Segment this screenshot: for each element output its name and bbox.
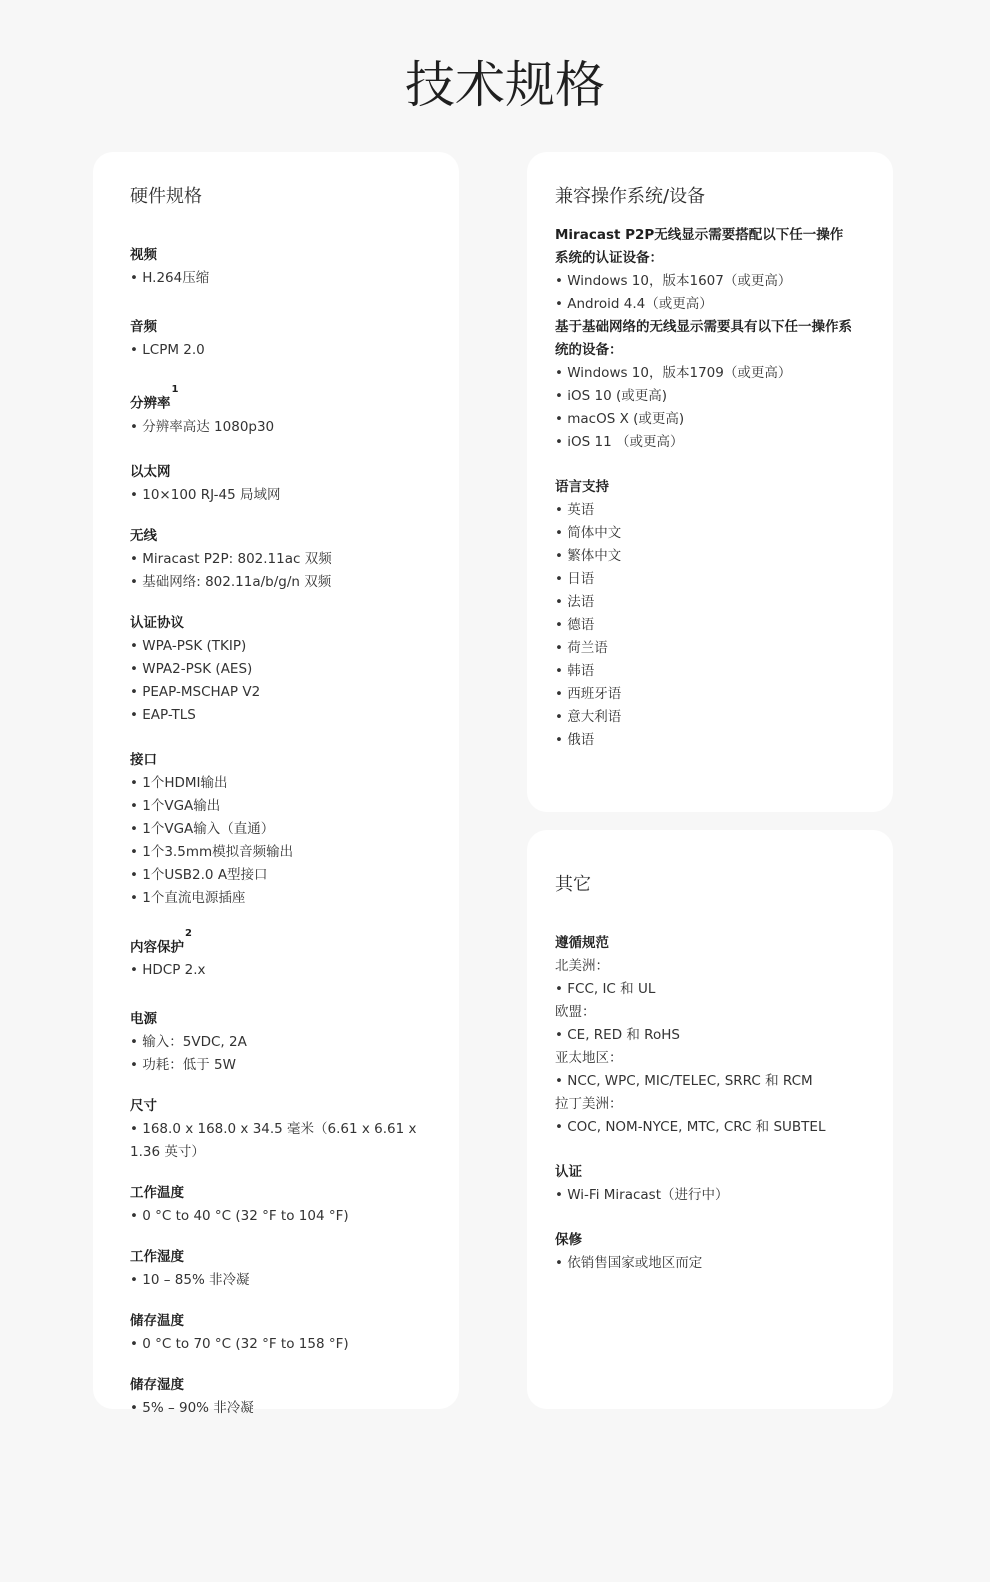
certification-section	[555, 1161, 856, 1207]
hardware-section-heading-text: 内容保护	[130, 939, 184, 955]
miracast-p2p-os-list	[555, 270, 856, 316]
hardware-section	[130, 525, 422, 594]
hardware-section-heading	[130, 1008, 157, 1031]
hardware-spec-line: • PEAP-MSCHAP V2	[130, 683, 261, 700]
hardware-section-heading-text: 电源	[130, 1011, 157, 1027]
hardware-section-heading-text: 接口	[130, 751, 157, 768]
hardware-section-heading-text: 无线	[130, 527, 157, 544]
hardware-section	[130, 1182, 422, 1228]
hardware-spec-line: • 168.0 x 168.0 x 34.5 毫米（6.61 x 6.61 x 1.36 英寸）	[130, 1121, 417, 1160]
hardware-section-heading	[130, 1246, 184, 1269]
hardware-section-heading	[130, 461, 171, 484]
hardware-section-heading	[130, 1182, 184, 1205]
hardware-spec-line: • 0 °C to 40 °C (32 °F to 104 °F)	[130, 1208, 349, 1224]
hardware-section-heading	[130, 1374, 184, 1397]
hardware-section-heading	[130, 749, 157, 772]
miracast-p2p-requirement-heading: Miracast P2P无线显示需要搭配以下任一操作系统的认证设备：	[555, 227, 844, 266]
language-support-heading: 语言支持	[555, 479, 609, 495]
hardware-card-title: 硬件规格	[130, 186, 202, 207]
hardware-spec-line: • 1个VGA输出	[130, 797, 221, 814]
os-version-line: • Windows 10，版本1709（或更高）	[555, 365, 792, 381]
language-item: • 德语	[555, 617, 595, 633]
hardware-spec-line: • 10×100 RJ-45 局域网	[130, 486, 281, 503]
compliance-section	[555, 932, 856, 1139]
infrastructure-requirement-heading: 基于基础网络的无线显示需要具有以下任一操作系统的设备：	[555, 319, 852, 358]
hardware-spec-line: • 5% – 90% 非冷凝	[130, 1400, 254, 1416]
region-name: 拉丁美洲：	[555, 1096, 623, 1112]
region-standards-line: • COC, NOM-NYCE, MTC, CRC 和 SUBTEL	[555, 1119, 826, 1135]
compliance-region-list	[555, 955, 856, 1139]
hardware-spec-line: • WPA-PSK (TKIP)	[130, 637, 247, 654]
hardware-spec-line: • 10 – 85% 非冷凝	[130, 1272, 250, 1288]
hardware-section-heading	[130, 244, 157, 267]
hardware-section-heading	[130, 1310, 184, 1333]
hardware-section-heading-text: 工作温度	[130, 1185, 184, 1201]
region-name: 亚太地区：	[555, 1050, 623, 1066]
hardware-section	[130, 1310, 422, 1356]
footnote-marker: 1	[171, 384, 179, 395]
hardware-spec-line: • LCPM 2.0	[130, 342, 205, 358]
hardware-spec-line: • 1个HDMI输出	[130, 774, 228, 791]
hardware-spec-line: • WPA2-PSK (AES)	[130, 660, 253, 677]
page-title: 技术规格	[405, 56, 605, 114]
footnote-marker: 2	[185, 927, 192, 939]
hardware-section	[130, 461, 422, 507]
language-item: • 法语	[555, 594, 595, 610]
warranty-section	[555, 1229, 856, 1275]
warranty-heading: 保修	[555, 1232, 582, 1248]
hardware-section-heading	[130, 525, 157, 548]
hardware-section	[130, 1008, 422, 1077]
language-item: • 日语	[555, 571, 595, 587]
hardware-section	[130, 927, 422, 983]
os-version-line: • Android 4.4（或更高）	[555, 296, 713, 312]
hardware-spec-line: • H.264压缩	[130, 270, 210, 286]
compliance-heading: 遵循规范	[555, 935, 609, 951]
language-item: • 繁体中文	[555, 548, 622, 564]
hardware-section	[130, 1374, 422, 1420]
hardware-spec-card	[93, 152, 459, 1416]
warranty-line: • 依销售国家或地区而定	[555, 1255, 703, 1271]
hardware-section	[130, 749, 422, 910]
language-item: • 意大利语	[555, 709, 622, 725]
other-spec-card	[527, 830, 893, 1409]
hardware-section-heading-text: 储存温度	[130, 1313, 184, 1329]
hardware-spec-line: • 1个VGA输入（直通）	[130, 820, 275, 837]
hardware-spec-line: • 输入：5VDC, 2A	[130, 1034, 247, 1050]
region-standards-line: • NCC, WPC, MIC/TELEC, SRRC 和 RCM	[555, 1073, 813, 1089]
hardware-section	[130, 244, 422, 290]
hardware-section-heading-text: 尺寸	[130, 1098, 157, 1114]
hardware-section-heading	[130, 1095, 157, 1118]
os-version-line: • Windows 10，版本1607（或更高）	[555, 273, 792, 289]
region-standards-line: • CE, RED 和 RoHS	[555, 1027, 680, 1043]
hardware-section-list	[130, 244, 422, 1420]
hardware-spec-line: • Miracast P2P: 802.11ac 双频	[130, 550, 332, 567]
hardware-section-heading-text: 认证协议	[130, 614, 184, 631]
compatible-os-card	[527, 152, 893, 812]
hardware-section	[130, 384, 422, 439]
hardware-spec-line: • 1个直流电源插座	[130, 889, 246, 906]
os-card-title: 兼容操作系统/设备	[555, 186, 706, 207]
language-item: • 韩语	[555, 663, 595, 679]
language-item: • 简体中文	[555, 525, 622, 541]
infrastructure-os-list	[555, 362, 856, 454]
hardware-section-heading	[130, 927, 192, 960]
language-item: • 俄语	[555, 732, 595, 748]
hardware-section-heading	[130, 384, 179, 416]
hardware-section-heading-text: 视频	[130, 247, 157, 263]
hardware-section	[130, 316, 422, 362]
hardware-spec-line: • 功耗：低于 5W	[130, 1057, 236, 1073]
language-item: • 西班牙语	[555, 686, 622, 702]
hardware-section-heading-text: 工作湿度	[130, 1249, 184, 1265]
hardware-spec-line: • 基础网络: 802.11a/b/g/n 双频	[130, 573, 332, 590]
hardware-spec-line: • EAP-TLS	[130, 706, 196, 723]
language-item: • 英语	[555, 502, 595, 518]
hardware-section-heading	[130, 316, 157, 339]
certification-heading: 认证	[555, 1164, 582, 1180]
os-version-line: • iOS 11 （或更高）	[555, 434, 684, 450]
hardware-section	[130, 1095, 422, 1164]
hardware-section-heading-text: 音频	[130, 319, 157, 335]
os-version-line: • macOS X (或更高)	[555, 411, 685, 427]
region-standards-line: • FCC, IC 和 UL	[555, 981, 656, 997]
os-version-line: • iOS 10 (或更高)	[555, 388, 667, 404]
certification-line: • Wi-Fi Miracast（进行中）	[555, 1187, 729, 1203]
hardware-spec-line: • HDCP 2.x	[130, 962, 206, 978]
hardware-section-heading-text: 以太网	[130, 463, 171, 480]
language-list	[555, 499, 856, 752]
other-card-title: 其它	[555, 874, 591, 895]
hardware-section-heading	[130, 612, 184, 635]
hardware-spec-line: • 0 °C to 70 °C (32 °F to 158 °F)	[130, 1336, 349, 1352]
hardware-section	[130, 1246, 422, 1292]
hardware-section-heading-text: 分辨率	[130, 395, 171, 412]
hardware-section	[130, 612, 422, 727]
region-name: 北美洲：	[555, 958, 609, 974]
hardware-spec-line: • 分辨率高达 1080p30	[130, 418, 275, 435]
language-item: • 荷兰语	[555, 640, 608, 656]
hardware-spec-line: • 1个3.5mm模拟音频输出	[130, 843, 294, 860]
hardware-spec-line: • 1个USB2.0 A型接口	[130, 866, 268, 883]
hardware-section-heading-text: 储存湿度	[130, 1377, 184, 1393]
region-name: 欧盟：	[555, 1004, 596, 1020]
